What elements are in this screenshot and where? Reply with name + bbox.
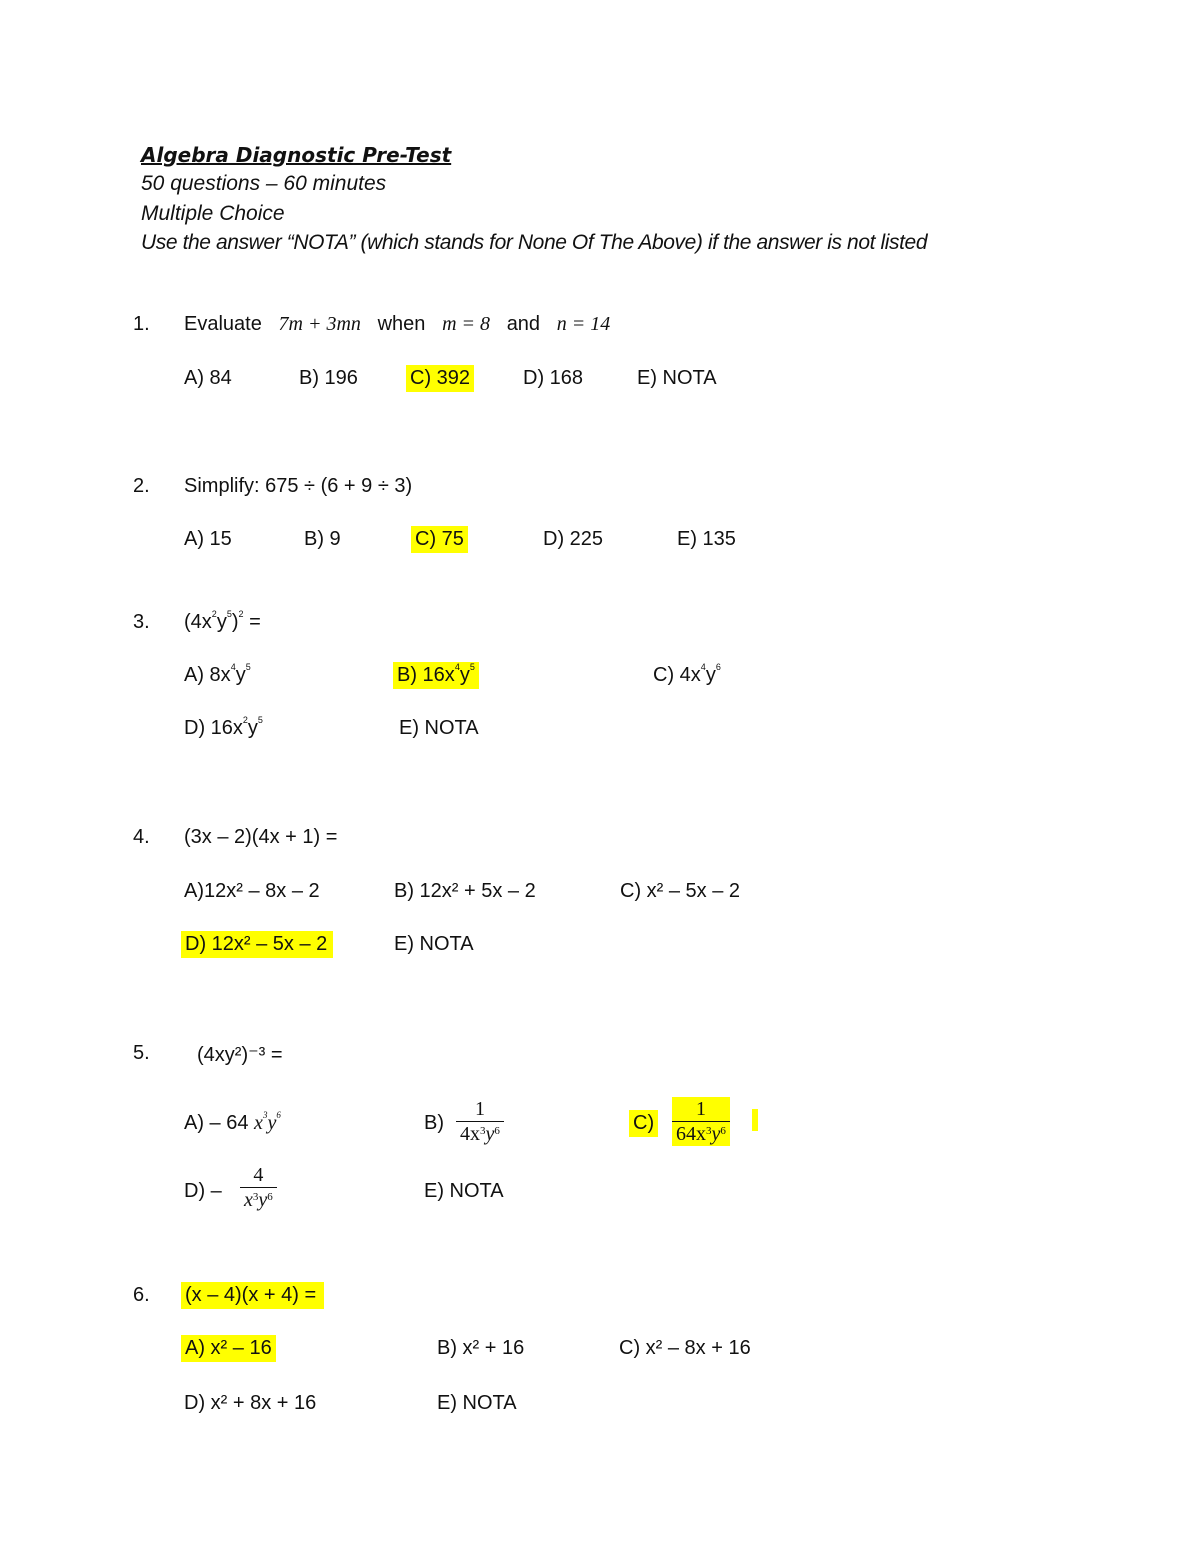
answer-choice-b-fraction (456, 1097, 504, 1146)
answer-choice-b: B) 12x² + 5x – 2 (394, 880, 536, 902)
question-text: (4xy²)⁻³ = (197, 1044, 283, 1066)
header-line-questions: 50 questions – 60 minutes (141, 172, 387, 195)
fraction-numerator: 1 (474, 1098, 485, 1120)
question-word: and (506, 313, 541, 335)
fraction-denominator: $x^3y^6$ (240, 1187, 277, 1212)
question-word: when (377, 313, 426, 335)
question-word: Evaluate (184, 313, 262, 335)
answer-choice-d-fraction (240, 1163, 277, 1212)
answer-choice-a-highlighted: A) x² – 16 (181, 1335, 276, 1362)
answer-choice-b: B) 9 (304, 528, 341, 550)
question-condition: m = 8 (442, 313, 491, 335)
answer-choice-e: E) NOTA (424, 1180, 504, 1202)
fraction-denominator: $64x^3y^6$ (672, 1121, 730, 1146)
answer-choice-a: A) $8x^4y^5$ (184, 662, 251, 686)
answer-choice-c: C) x² – 8x + 16 (619, 1337, 751, 1359)
fraction-numerator: 1 (695, 1098, 706, 1120)
question-number: 4. (133, 826, 150, 848)
answer-choice-d: D) $16x^2y^5$ (184, 715, 263, 739)
header-line-instructions: Use the answer “NOTA” (which stands for None Of The Above) if the answer is not listed (141, 231, 928, 254)
question-number: 6. (133, 1284, 150, 1306)
answer-choice-c-highlighted: C) 75 (411, 526, 468, 553)
answer-choice-d-label: D) – (184, 1180, 222, 1202)
answer-choice-e: E) NOTA (399, 717, 479, 739)
answer-choice-b-label: B) (424, 1112, 444, 1134)
answer-choice-d: D) 225 (543, 528, 604, 550)
question-expression: 7m + 3mn (278, 313, 361, 335)
fraction-numerator: 4 (253, 1164, 264, 1186)
answer-choice-d-highlighted: D) 12x² – 5x – 2 (181, 931, 333, 958)
answer-choice-d: D) x² + 8x + 16 (184, 1392, 317, 1414)
page-title: Algebra Diagnostic Pre-Test (141, 143, 452, 167)
answer-choice-b: B) x² + 16 (437, 1337, 525, 1359)
fraction-denominator: $4x^3y^6$ (456, 1121, 504, 1146)
answer-choice-a: A) 15 (184, 528, 232, 550)
answer-choice-a: A) 84 (184, 367, 232, 389)
question-text: (3x – 2)(4x + 1) = (184, 826, 338, 848)
question-text (184, 313, 610, 336)
answer-choice-e: E) 135 (677, 528, 736, 550)
answer-choice-e: E) NOTA (437, 1392, 517, 1414)
answer-choice-c-label-highlighted: C) (629, 1110, 658, 1137)
question-condition: n = 14 (556, 313, 611, 335)
answer-choice-d: D) 168 (523, 367, 584, 389)
answer-choice-c-fraction-highlighted (672, 1097, 730, 1146)
answer-choice-a: A) – 64 $x^3y^6$ (184, 1110, 281, 1134)
question-text: $(4x^2y^5)^2$ = (184, 609, 261, 633)
answer-choice-b-highlighted: B) $16x^4y^5$ (393, 662, 479, 689)
answer-choice-c: C) x² – 5x – 2 (620, 880, 741, 902)
question-number: 3. (133, 611, 150, 633)
question-number: 2. (133, 475, 150, 497)
question-number: 1. (133, 313, 150, 335)
question-text-highlighted: (x – 4)(x + 4) = (181, 1282, 324, 1309)
answer-choice-b: B) 196 (299, 367, 358, 389)
answer-choice-e: E) NOTA (637, 367, 717, 389)
answer-choice-e: E) NOTA (394, 933, 474, 955)
answer-choice-c: C) $4x^4y^6$ (653, 662, 721, 686)
answer-choice-c-highlighted: C) 392 (406, 365, 474, 392)
question-number: 5. (133, 1042, 150, 1064)
question-text: Simplify: 675 ÷ (6 + 9 ÷ 3) (184, 475, 413, 497)
header-line-format: Multiple Choice (141, 202, 285, 225)
answer-choice-a: A)12x² – 8x – 2 (184, 880, 320, 902)
highlight-mark (752, 1109, 758, 1131)
